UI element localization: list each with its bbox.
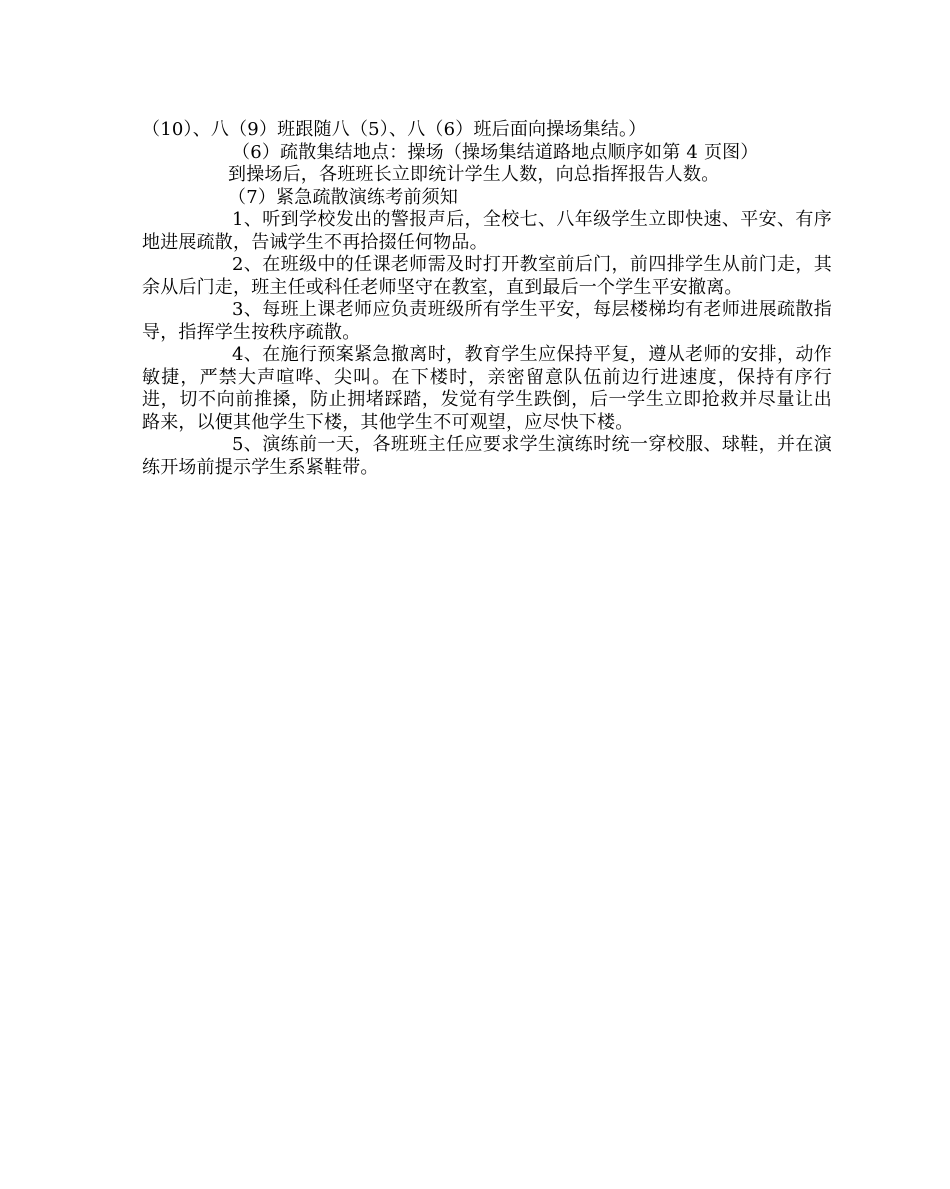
paragraph-assembly-location: （6）疏散集结地点：操场（操场集结道路地点顺序如第 4 页图） (232, 141, 759, 163)
list-item-3: 3、每班上课老师应负责班级所有学生平安，每层楼梯均有老师进展疏散指导，指挥学生按秩序疏散。 (142, 299, 832, 343)
document-body (142, 119, 832, 479)
section-heading-precautions: （7）紧急疏散演练考前须知 (228, 186, 459, 208)
list-item-4: 4、在施行预案紧急撤离时，教育学生应保持平复，遵从老师的安排，动作敏捷，严禁大声喧哗、尖叫。在下楼时，亲密留意队伍前边行进速度，保持有序行进，切不向前推搡，防止拥堵踩踏，发觉有学生跌倒，后一学生立即抢救并尽量让出路来，以便其他学生下楼，其他学生不可观望，应尽快下楼。 (142, 344, 832, 433)
list-item-5: 5、演练前一天，各班班主任应要求学生演练时统一穿校服、球鞋，并在演练开场前提示学生系紧鞋带。 (142, 434, 832, 478)
list-item-1: 1、听到学校发出的警报声后，全校七、八年级学生立即快速、平安、有序地进展疏散，告诫学生不再拾掇任何物品。 (142, 209, 832, 253)
list-item-2: 2、在班级中的任课老师需及时打开教室前后门，前四排学生从前门走，其余从后门走，班主任或科任老师坚守在教室，直到最后一个学生平安撤离。 (142, 254, 832, 298)
paragraph-continuation: （10）、八（9）班跟随八（5）、八（6）班后面向操场集结。） (142, 119, 647, 140)
paragraph-headcount: 到操场后，各班班长立即统计学生人数，向总指挥报告人数。 (228, 164, 720, 185)
